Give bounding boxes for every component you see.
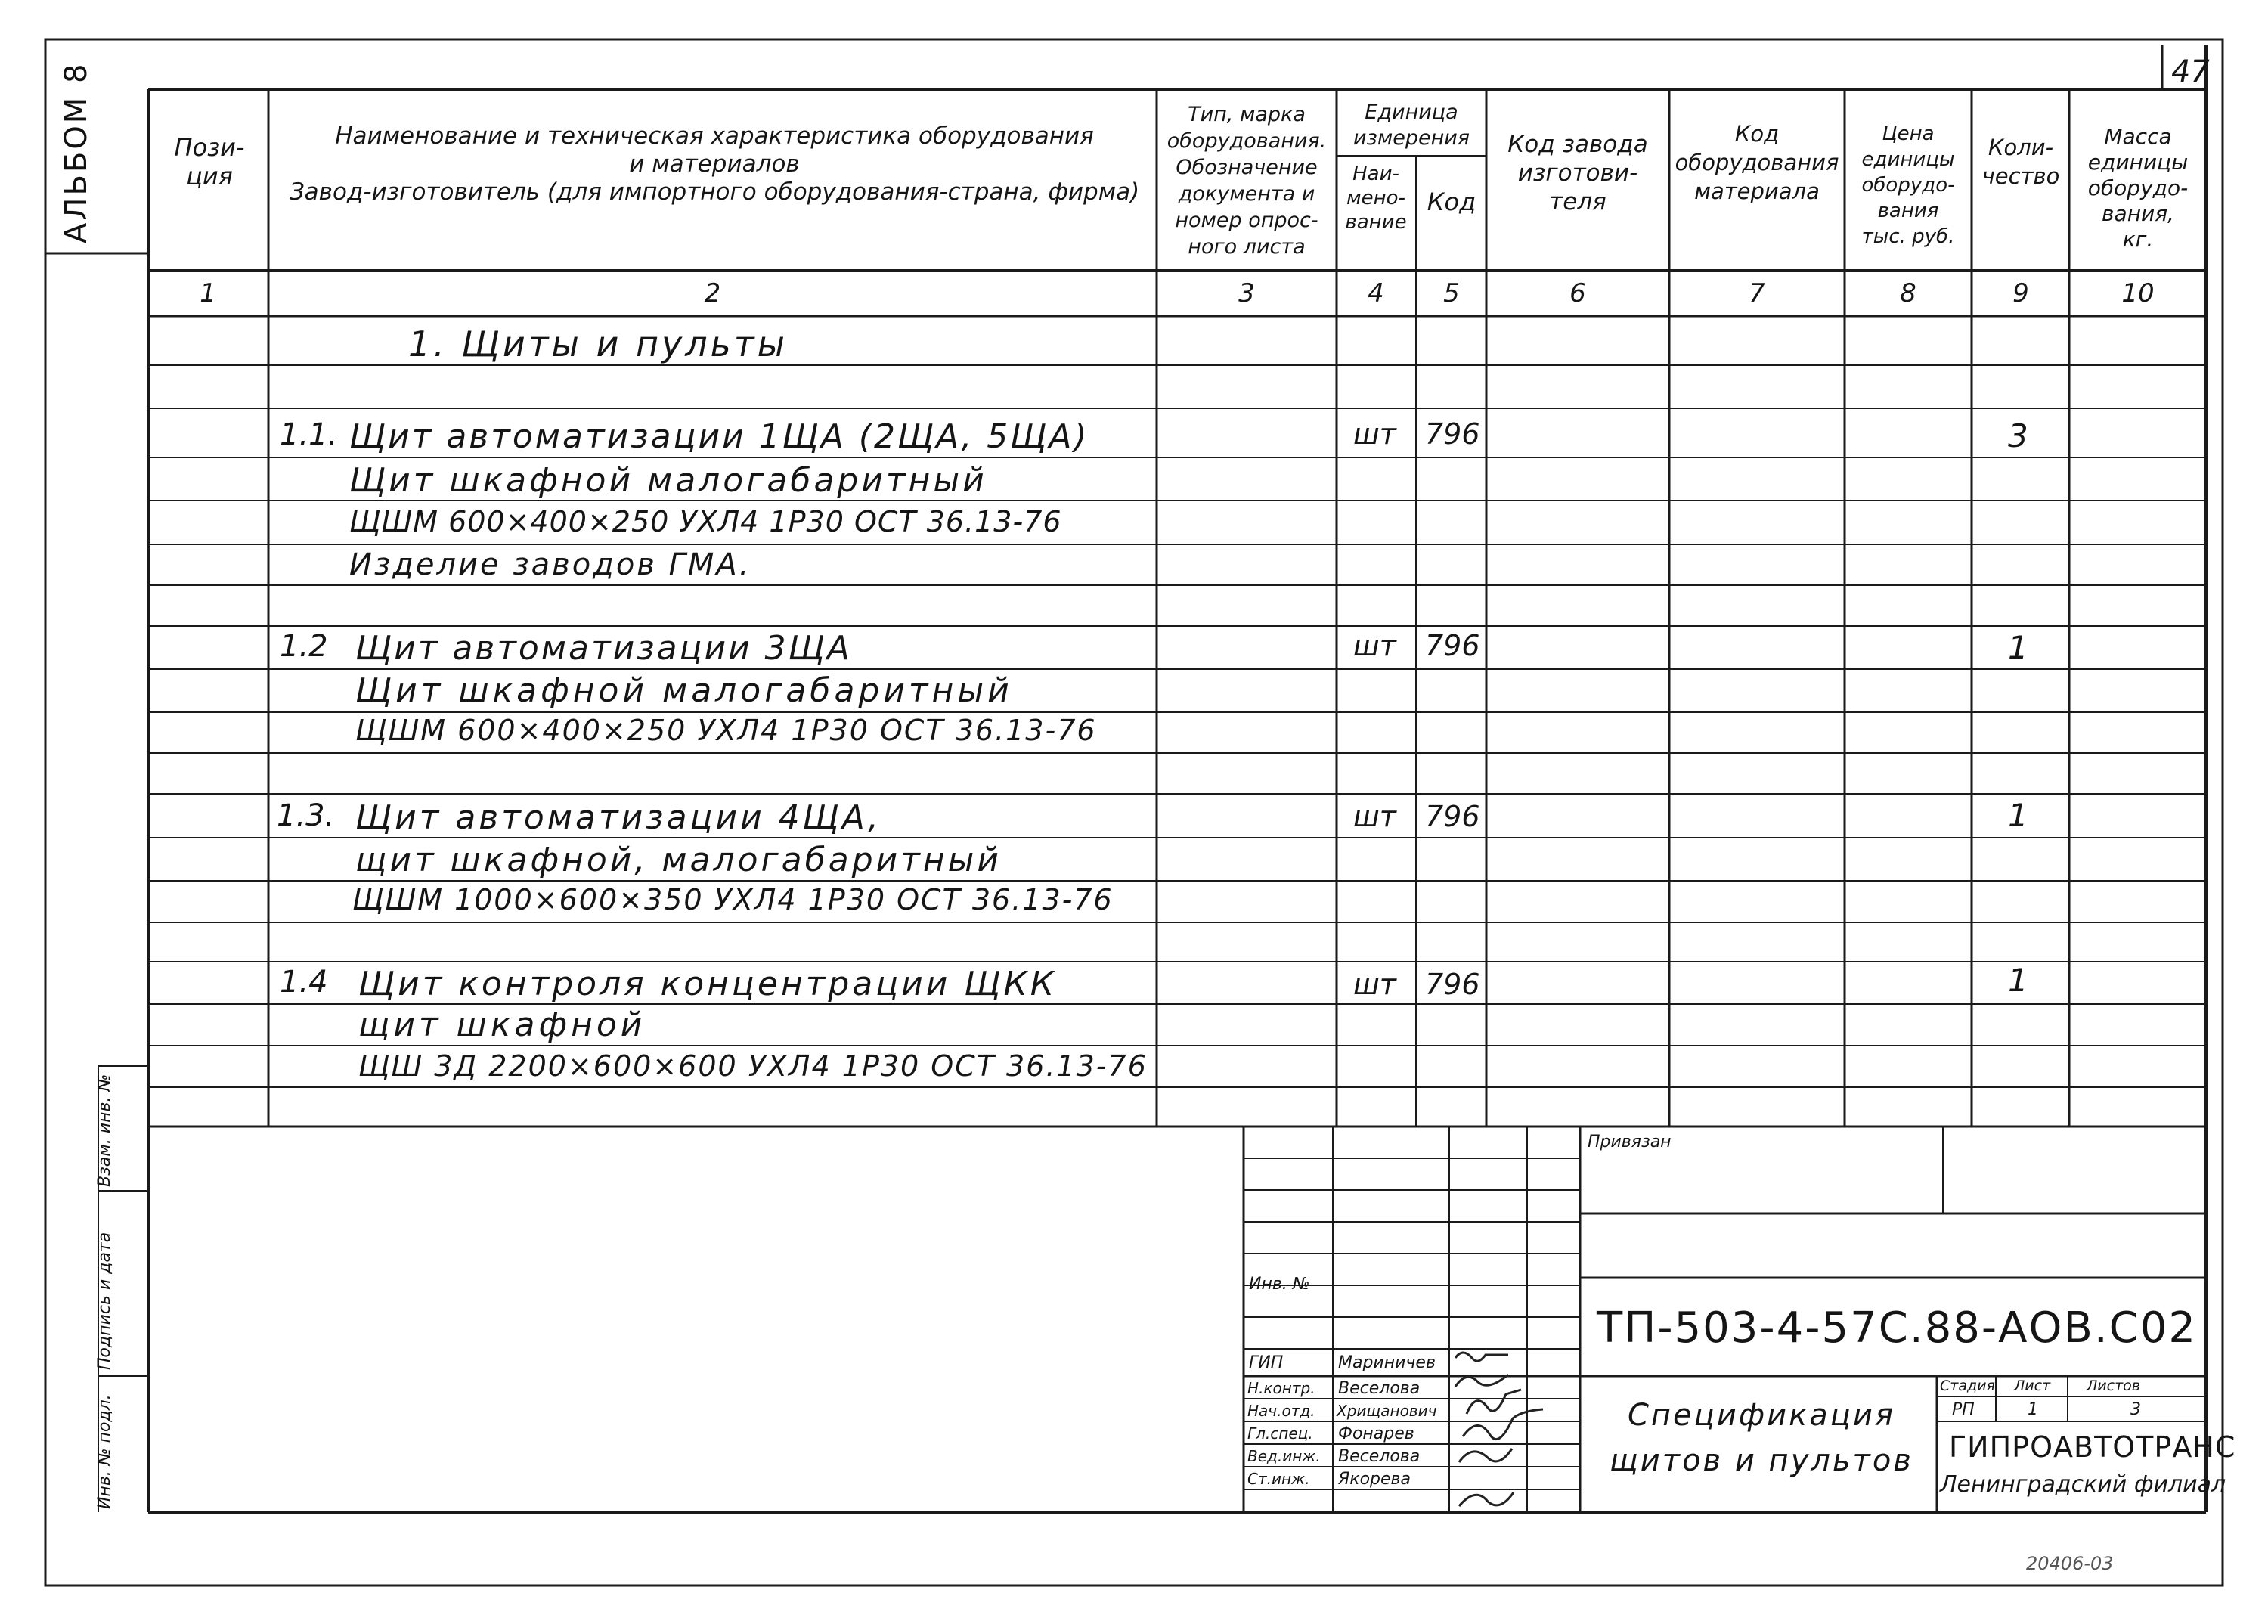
item-line: ЩШ 3Д 2200×600×600 УХЛ4 1Р30 ОСТ 36.13-76 [358, 1049, 1148, 1083]
section-title: 1. Щиты и пульты [408, 324, 788, 364]
item-line: Щит автоматизации 4ЩА, [355, 798, 881, 837]
role-label: Н.контр. [1247, 1379, 1315, 1397]
item-code: 796 [1425, 417, 1480, 451]
item-line: щит шкафной [358, 1006, 646, 1044]
item-line: Щит автоматизации 3ЩА [355, 629, 852, 668]
item-position: 1.1. [280, 417, 338, 452]
role-label: Ст.инж. [1247, 1470, 1310, 1488]
item-position: 1.2 [280, 629, 328, 664]
col-number-7: 7 [1749, 278, 1765, 308]
privyazan-label: Привязан [1588, 1133, 1672, 1151]
item-line: щит шкафной, малогабаритный [355, 841, 1002, 879]
item-line: ЩШМ 600×400×250 УХЛ4 1Р30 ОСТ 36.13-76 [349, 505, 1062, 538]
item-quantity: 3 [2008, 417, 2028, 454]
stamp-inv-original: Инв. № подл. [95, 1394, 114, 1509]
col-number-4: 4 [1368, 278, 1384, 308]
footer-mark: 20406-03 [2026, 1553, 2114, 1574]
header-unit-code: Код [1427, 188, 1476, 216]
item-quantity: 1 [2008, 629, 2028, 666]
col-number-2: 2 [704, 278, 721, 308]
role-name: Якорева [1338, 1470, 1411, 1489]
document-code: ТП-503-4-57С.88-АОВ.С02 [1597, 1303, 2198, 1353]
item-line: ЩШМ 1000×600×350 УХЛ4 1Р30 ОСТ 36.13-76 [352, 883, 1114, 916]
item-code: 796 [1425, 800, 1480, 833]
sheets-label: Листов [2087, 1378, 2140, 1394]
col-number-3: 3 [1238, 278, 1255, 308]
stage-label: Стадия [1940, 1378, 1995, 1394]
document-title: Спецификация щитов и пультов [1610, 1398, 1913, 1478]
role-label: ГИП [1249, 1353, 1284, 1372]
role-label: Вед.инж. [1247, 1447, 1321, 1465]
item-code: 796 [1425, 629, 1480, 662]
item-line: Изделие заводов ГМА. [349, 547, 751, 582]
album-label: АЛЬБОМ 8 [59, 61, 94, 243]
role-label: Нач.отд. [1247, 1402, 1315, 1420]
header-type: Тип, марка оборудования. Обозначение документа и номер опрос- ного листа [1167, 103, 1327, 259]
col-number-1: 1 [200, 278, 216, 308]
item-quantity: 1 [2008, 962, 2028, 999]
item-unit: шт [1353, 800, 1396, 833]
header-quantity: Коли- чество [1981, 135, 2060, 189]
item-line: Щит контроля концентрации ЩКК [358, 965, 1057, 1003]
item-position: 1.3. [277, 798, 335, 833]
col-number-8: 8 [1900, 278, 1916, 308]
item-unit: шт [1353, 417, 1396, 451]
item-line: Щит шкафной малогабаритный [355, 671, 1013, 710]
col-number-10: 10 [2121, 278, 2155, 308]
inv-no-label: Инв. № [1249, 1275, 1310, 1294]
col-number-9: 9 [2012, 278, 2029, 308]
item-line: Щит автоматизации 1ЩА (2ЩА, 5ЩА) [349, 417, 1089, 456]
role-name: Хрищанович [1337, 1402, 1437, 1420]
item-line: Щит шкафной малогабаритный [349, 461, 987, 500]
sheets-value: 3 [2130, 1400, 2141, 1419]
col-number-5: 5 [1443, 278, 1460, 308]
header-position: Пози- ция [174, 133, 245, 191]
organization-branch: Ленинградский филиал [1940, 1471, 2226, 1498]
header-unit-name: Наи- мено- вание [1345, 163, 1407, 234]
header-unit-group: Единица измерения [1352, 101, 1470, 150]
role-name: Мариничев [1338, 1353, 1436, 1372]
header-factory-code: Код завода изготови- теля [1507, 131, 1648, 215]
sheet-label: Лист [2014, 1378, 2051, 1394]
sheet-number: 47 [2171, 54, 2210, 89]
role-name: Фонарев [1338, 1424, 1414, 1443]
col-number-6: 6 [1569, 278, 1586, 308]
header-name: Наименование и техническая характеристика оборудования и материалов Завод-изготовитель (для импортного оборудования-страна, фирма) [289, 122, 1140, 206]
stamp-sign-date: Подпись и дата [95, 1232, 114, 1370]
header-price: Цена единицы оборудо- вания тыс. руб. [1861, 122, 1955, 248]
sheet-value: 1 [2028, 1400, 2038, 1419]
role-name: Веселова [1338, 1379, 1421, 1398]
role-name: Веселова [1338, 1447, 1421, 1466]
item-unit: шт [1353, 629, 1396, 662]
organization-name: ГИПРОАВТОТРАНС [1949, 1430, 2236, 1464]
role-label: Гл.спец. [1247, 1424, 1313, 1443]
header-equipment-code: Код оборудования материала [1675, 121, 1839, 204]
item-line: ЩШМ 600×400×250 УХЛ4 1Р30 ОСТ 36.13-76 [355, 714, 1097, 747]
item-unit: шт [1353, 968, 1396, 1001]
item-position: 1.4 [280, 965, 328, 1000]
item-code: 796 [1425, 968, 1480, 1001]
stamp-replace-inv: Взам. инв. № [95, 1074, 114, 1187]
stage-value: РП [1952, 1400, 1975, 1419]
item-quantity: 1 [2008, 797, 2028, 834]
header-mass: Масса единицы оборудо- вания, кг. [2087, 124, 2189, 252]
